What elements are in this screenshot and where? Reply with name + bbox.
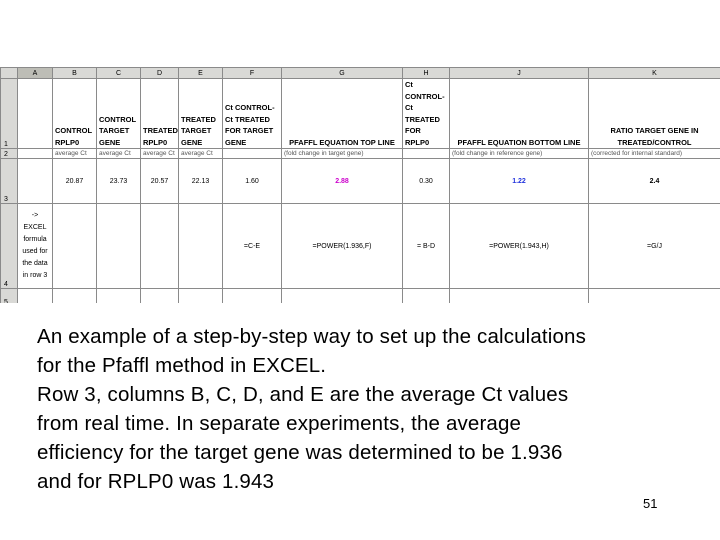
spreadsheet-screenshot [0,67,720,303]
cell-j5[interactable] [450,289,589,304]
cell-e1[interactable]: TREATED TARGET GENE [179,79,223,149]
column-header-c[interactable]: C [97,68,141,79]
cell-c3[interactable]: 23.73 [97,159,141,204]
cell-h4[interactable]: = B-D [403,204,450,289]
column-header-g[interactable]: G [282,68,403,79]
cell-e3[interactable]: 22.13 [179,159,223,204]
cell-g1[interactable]: PFAFFL EQUATION TOP LINE [282,79,403,149]
table-row [1,204,720,289]
cell-k5[interactable] [589,289,720,304]
cell-j2[interactable]: (fold change in reference gene) [450,149,589,159]
cell-b2[interactable]: average Ct [53,149,97,159]
cell-a4[interactable]: -> EXCEL formula used for the data in row 3 [18,204,53,289]
column-header-d[interactable]: D [141,68,179,79]
row-header-3[interactable]: 3 [1,159,18,204]
slide-description [37,322,697,496]
row-header-4[interactable]: 4 [1,204,18,289]
cell-f3[interactable]: 1.60 [223,159,282,204]
spreadsheet-grid [0,67,720,303]
cell-b5[interactable] [53,289,97,304]
cell-b3[interactable]: 20.87 [53,159,97,204]
row-header-5[interactable]: 5 [1,289,18,304]
cell-c5[interactable] [97,289,141,304]
table-row [1,159,720,204]
cell-k3[interactable]: 2.4 [589,159,720,204]
cell-a5[interactable] [18,289,53,304]
cell-k2[interactable]: (corrected for internal standard) [589,149,720,159]
cell-h1[interactable]: Ct CONTROL-Ct TREATED FOR RPLP0 [403,79,450,149]
cell-f4[interactable]: =C-E [223,204,282,289]
cell-f1[interactable]: Ct CONTROL-Ct TREATED FOR TARGET GENE [223,79,282,149]
cell-g3[interactable]: 2.88 [282,159,403,204]
column-header-b[interactable]: B [53,68,97,79]
column-header-a[interactable]: A [18,68,53,79]
row-header-1[interactable]: 1 [1,79,18,149]
cell-a1[interactable] [18,79,53,149]
description-line: for the Pfaffl method in EXCEL. [37,354,327,377]
column-header-j[interactable]: J [450,68,589,79]
cell-f5[interactable] [223,289,282,304]
table-row [1,79,720,149]
cell-e5[interactable] [179,289,223,304]
cell-h5[interactable] [403,289,450,304]
column-header-h[interactable]: H [403,68,450,79]
cell-d2[interactable]: average Ct [141,149,179,159]
cell-g2[interactable]: (fold change in target gene) [282,149,403,159]
cell-h3[interactable]: 0.30 [403,159,450,204]
cell-g4[interactable]: =POWER(1.936,F) [282,204,403,289]
description-line: efficiency for the target gene was determined to be 1.936 [37,441,563,464]
cell-c1[interactable]: CONTROL TARGET GENE [97,79,141,149]
row-header-2[interactable]: 2 [1,149,18,159]
description-line: Row 3, columns B, C, D, and E are the average Ct values [37,383,569,406]
cell-e2[interactable]: average Ct [179,149,223,159]
cell-b4[interactable] [53,204,97,289]
description-line: An example of a step-by-step way to set up the calculations [37,325,586,348]
column-header-e[interactable]: E [179,68,223,79]
table-row [1,289,720,304]
cell-d1[interactable]: TREATED RPLP0 [141,79,179,149]
cell-c2[interactable]: average Ct [97,149,141,159]
cell-j1[interactable]: PFAFFL EQUATION BOTTOM LINE [450,79,589,149]
cell-d3[interactable]: 20.57 [141,159,179,204]
select-all-corner[interactable] [1,68,18,79]
column-header-row [1,68,720,79]
cell-a2[interactable] [18,149,53,159]
cell-b1[interactable]: CONTROL RPLP0 [53,79,97,149]
cell-a3[interactable] [18,159,53,204]
cell-j3[interactable]: 1.22 [450,159,589,204]
cell-d4[interactable] [141,204,179,289]
cell-e4[interactable] [179,204,223,289]
cell-f2[interactable] [223,149,282,159]
cell-j4[interactable]: =POWER(1.943,H) [450,204,589,289]
cell-k1[interactable]: RATIO TARGET GENE IN TREATED/CONTROL [589,79,720,149]
page-number: 51 [643,496,658,511]
description-line: and for RPLP0 was 1.943 [37,470,275,493]
table-row [1,149,720,159]
description-line: from real time. In separate experiments, the average [37,412,522,435]
column-header-k[interactable]: K [589,68,720,79]
cell-k4[interactable]: =G/J [589,204,720,289]
column-header-f[interactable]: F [223,68,282,79]
cell-d5[interactable] [141,289,179,304]
cell-g5[interactable] [282,289,403,304]
cell-c4[interactable] [97,204,141,289]
cell-h2[interactable] [403,149,450,159]
